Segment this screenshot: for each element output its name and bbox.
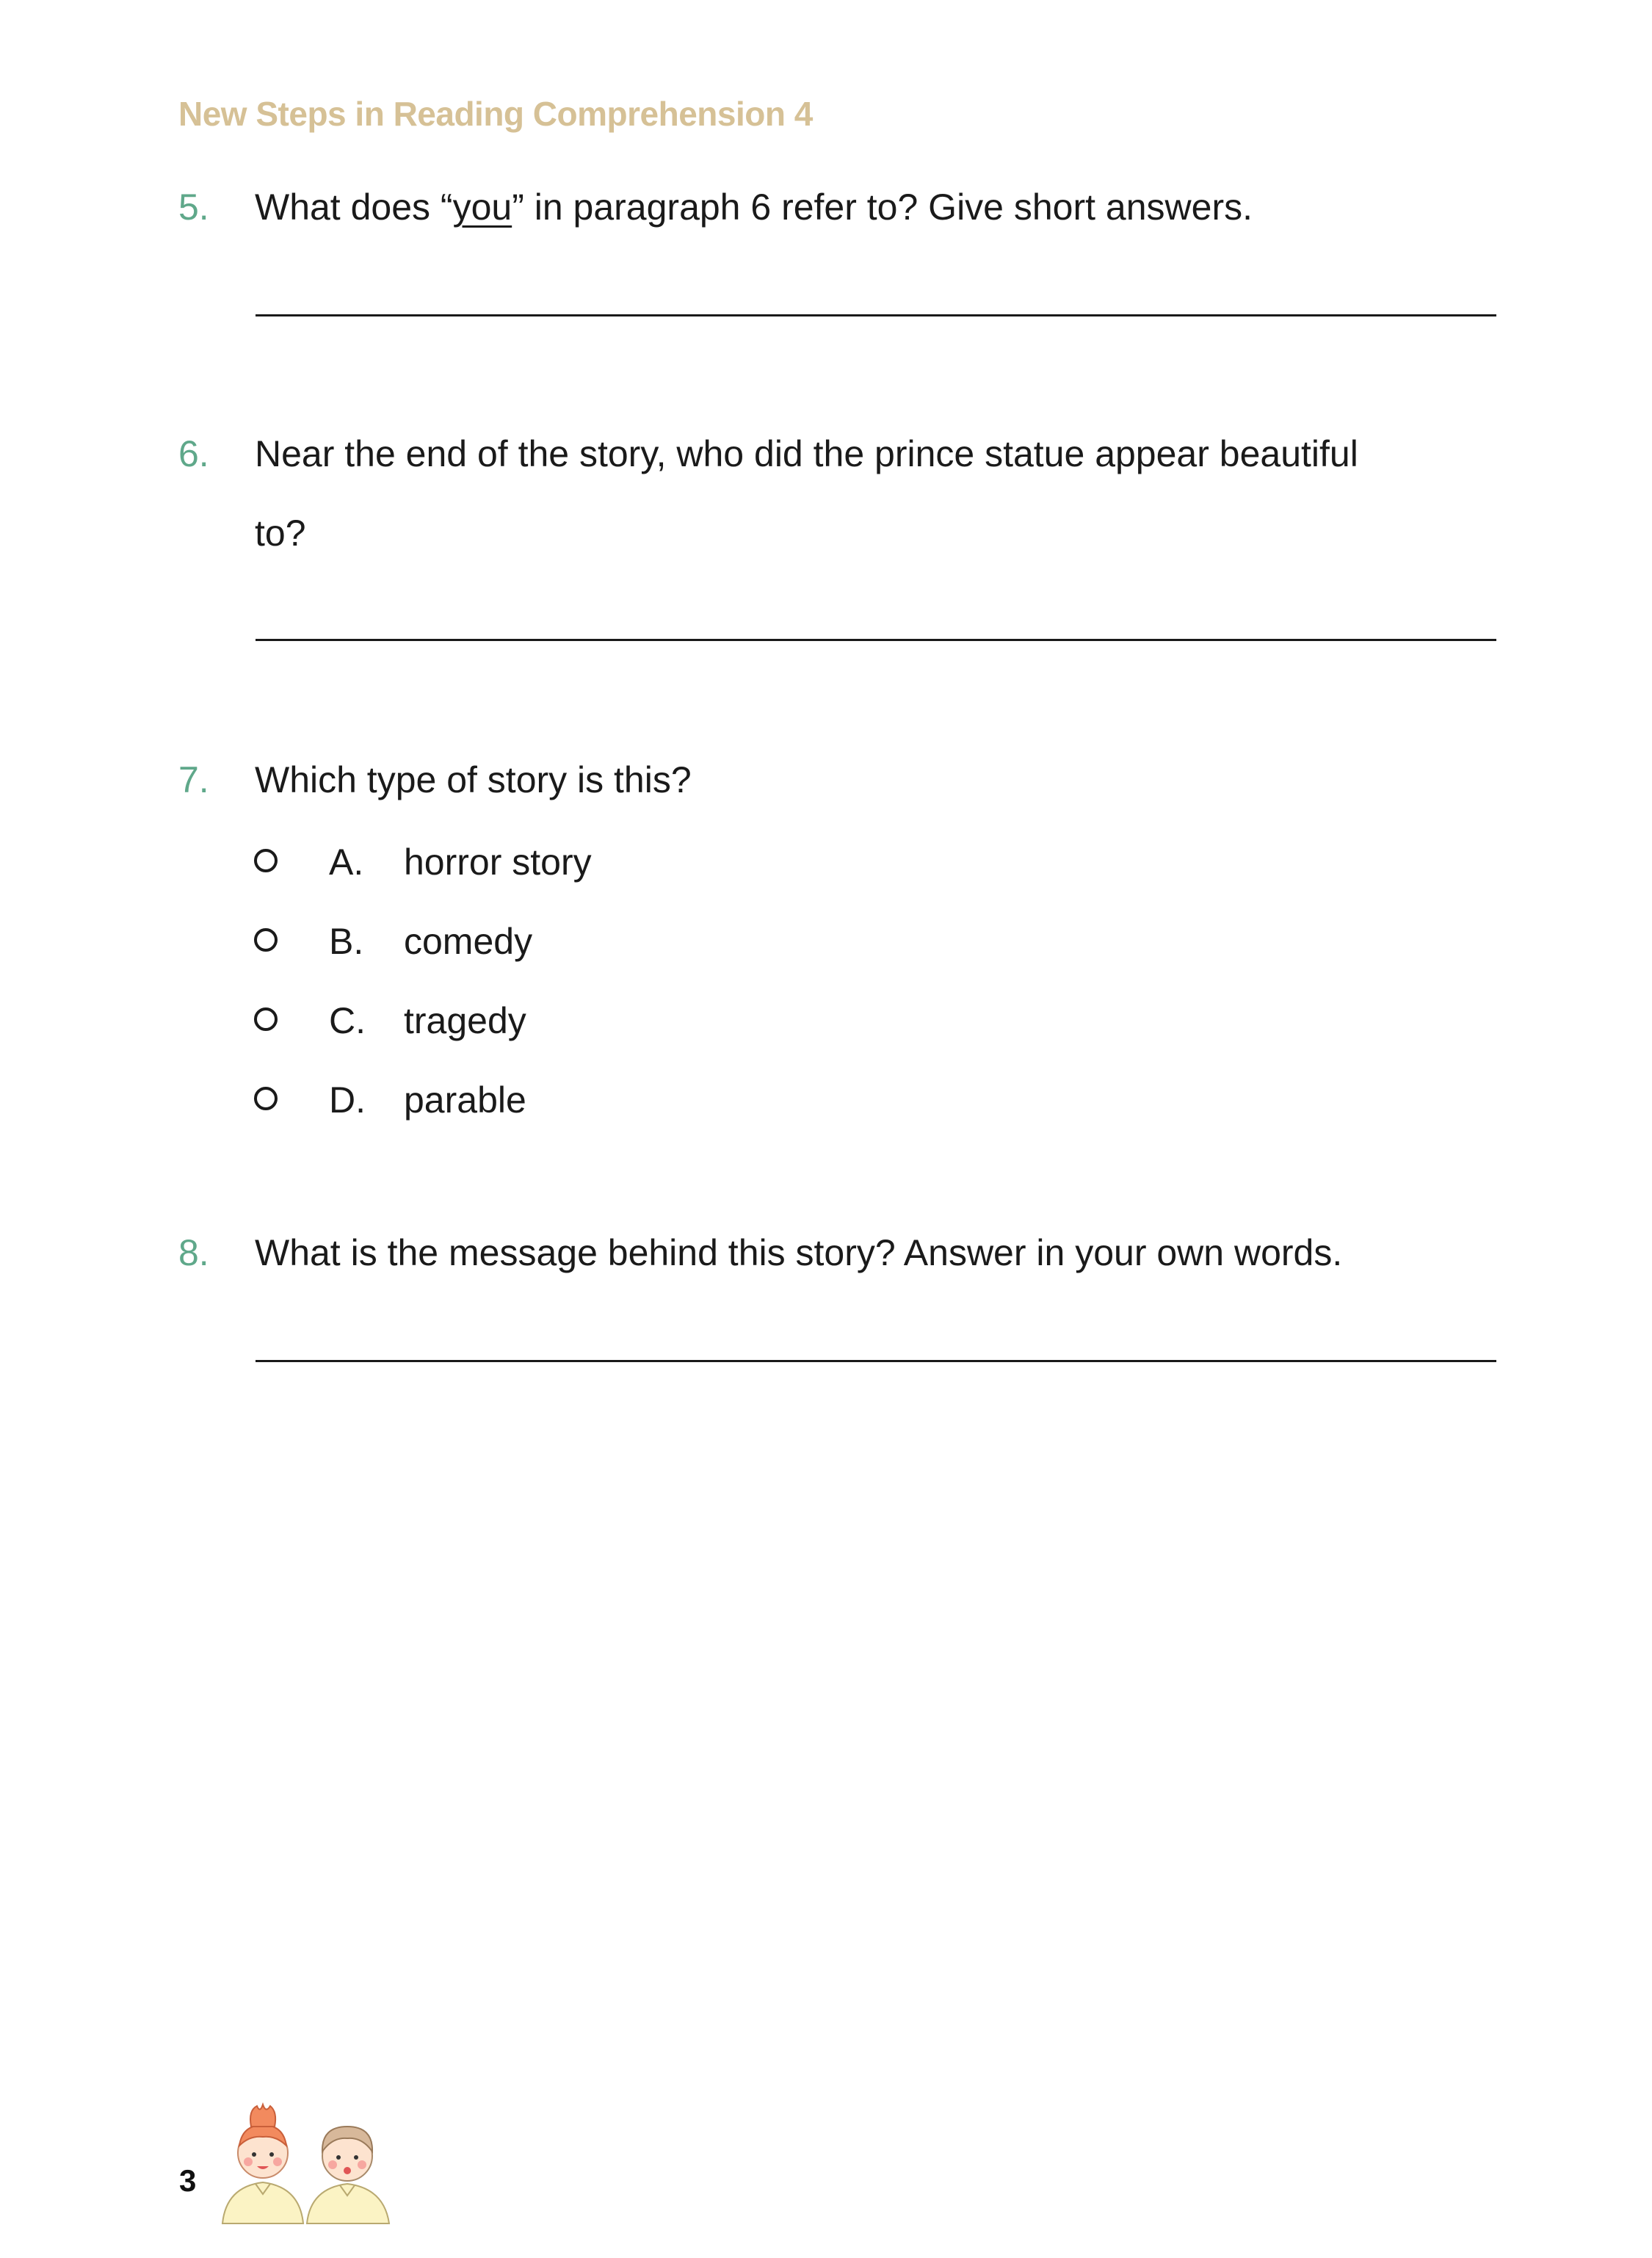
- answer-line-q8[interactable]: [256, 1360, 1496, 1362]
- answer-line-q5[interactable]: [256, 314, 1496, 316]
- underlined-word: you: [452, 187, 512, 228]
- question-text-line: to?: [255, 513, 306, 554]
- question-5: [178, 167, 1500, 247]
- option-letter: A.: [329, 842, 364, 883]
- question-number: 7.: [178, 759, 209, 800]
- question-text-part: ” in paragraph 6 refer to? Give short answers.: [512, 187, 1253, 228]
- question-text-part: What does “: [255, 187, 453, 228]
- question-text-line: Near the end of the story, who did the prince statue appear beautiful: [255, 433, 1358, 474]
- question-number: 8.: [178, 1232, 209, 1273]
- radio-circle-icon[interactable]: [254, 849, 278, 872]
- radio-circle-icon[interactable]: [254, 1087, 278, 1110]
- question-text: [255, 414, 1500, 573]
- radio-circle-icon[interactable]: [254, 928, 278, 952]
- page-number: 3: [179, 2163, 197, 2198]
- child-right-figure: [307, 2127, 389, 2223]
- option-text: tragedy: [404, 1000, 526, 1041]
- question-7: [178, 740, 1500, 819]
- question-text: [255, 167, 1500, 247]
- option-text: comedy: [404, 921, 533, 962]
- option-letter: C.: [329, 1000, 366, 1041]
- two-children-icon: [219, 2100, 395, 2225]
- option-letter: D.: [329, 1079, 366, 1121]
- radio-circle-icon[interactable]: [254, 1007, 278, 1031]
- option-text: horror story: [404, 842, 592, 883]
- question-number: 6.: [178, 433, 209, 474]
- question-text: Which type of story is this?: [255, 759, 692, 800]
- question-text: What is the message behind this story? Answer in your own words.: [255, 1232, 1343, 1273]
- child-left-figure: [222, 2105, 303, 2223]
- answer-line-q6[interactable]: [256, 639, 1496, 641]
- question-6: [178, 414, 1500, 573]
- question-8: [178, 1213, 1500, 1292]
- page-header-title: New Steps in Reading Comprehension 4: [178, 95, 813, 133]
- option-text: parable: [404, 1079, 526, 1121]
- option-letter: B.: [329, 921, 364, 962]
- question-number: 5.: [178, 187, 209, 228]
